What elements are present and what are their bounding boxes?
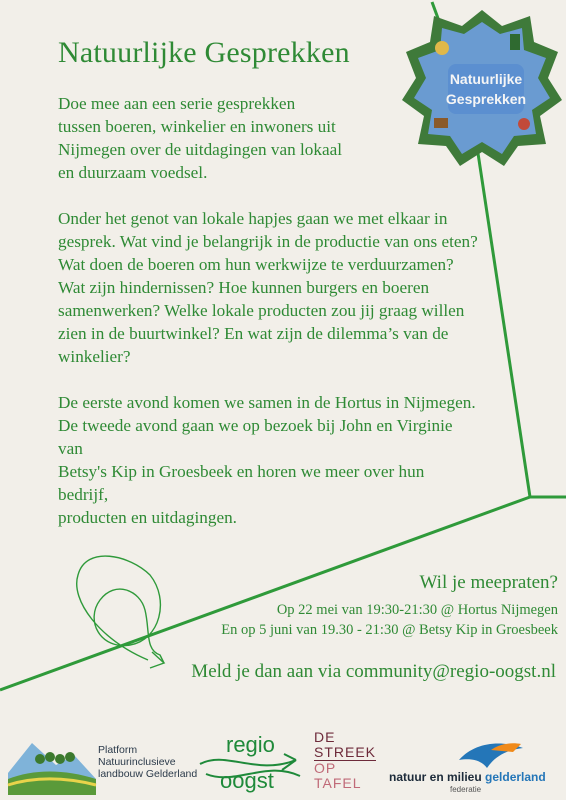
event-date-1: Op 22 mei van 19:30-21:30 @ Hortus Nijmegen [276,602,558,618]
streek-line-tafel: TAFEL [314,775,362,791]
paragraph-questions: Onder het genot van lokale hapjes gaan we met elkaar in gesprek. Wat vind je belangrijk in de productie van ons eten? Wat doen de boeren om hun werkwijze te verduurzamen? Wat zijn hindernissen? Hoe kunnen burgers en boeren samenwerken? Welke lokale producten zou jij graag willen zien in de buurtwinkel? En wat zijn de dilemma’s van de winkelier? [58,209,478,366]
nm-text-main: natuur en milieu [389,770,482,784]
streek-line-streek: STREEK [314,744,377,760]
emblem-line1: Natuurlijke [449,71,523,87]
natuur-milieu-logo-text [389,770,546,784]
streek-op-tafel-logo [314,730,376,791]
event-date-2: En op 5 juni van 19.30 - 21:30 @ Betsy Kip in Groesbeek [221,622,558,638]
regio-logo-bottom: oogst [220,768,274,793]
signup-email-text[interactable]: Meld je dan aan via community@regio-oogst.nl [191,661,556,682]
streek-line-de: DE [314,729,336,745]
intro-text [58,92,478,552]
paragraph-intro: Doe mee aan een serie gesprekken tussen boeren, winkelier en inwoners uit Nijmegen over de uitdagingen van lokaal en duurzaam voedsel. [58,94,342,182]
regio-logo-top: regio [226,732,275,757]
nm-text-region: gelderland [485,770,546,784]
bird-icon [455,738,527,772]
cta-question: Wil je meepraten? [419,572,558,593]
paragraph-evenings: De eerste avond komen we samen in de Hortus in Nijmegen. De tweede avond gaan we op bezoek bij John en Virginie van Betsy's Kip in Groesbeek en horen we meer over hun bedrijf, producten en uitdagingen. [58,393,476,527]
platform-logo-text: Platform Natuurinclusieve landbouw Gelderland [98,744,198,780]
streek-line-op: OP [314,760,337,776]
page-title: Natuurlijke Gesprekken [58,36,350,69]
nm-sub-text: federatie [450,785,482,794]
call-to-action [221,572,558,640]
emblem-line2: Gesprekken [445,91,527,107]
